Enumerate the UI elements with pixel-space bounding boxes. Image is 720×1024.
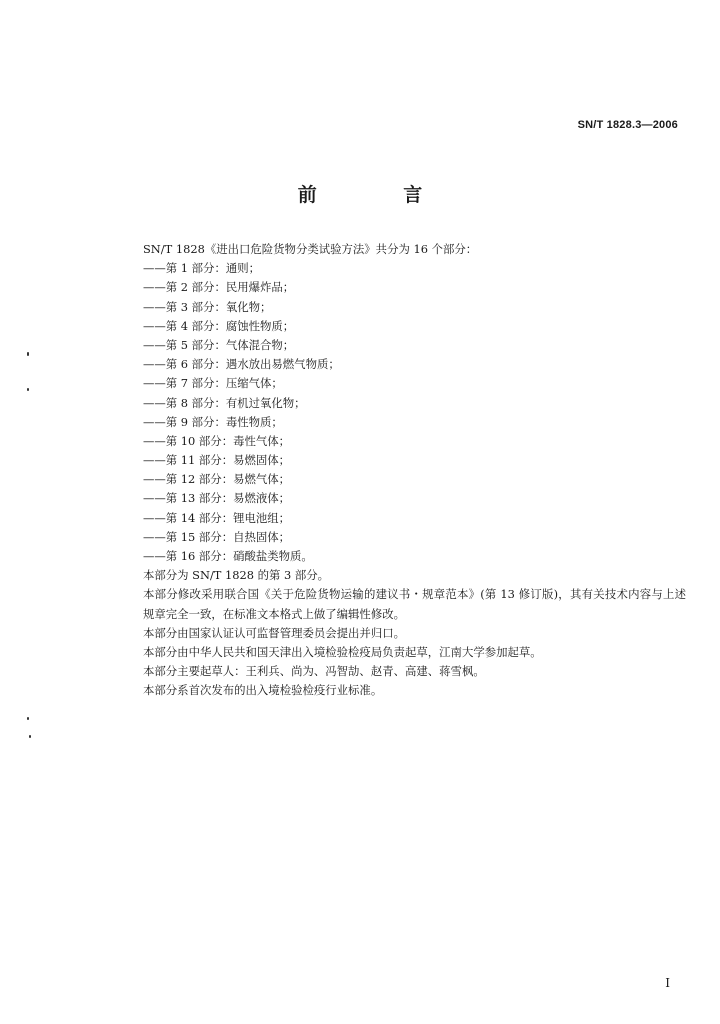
paragraph-part-statement: 本部分为 SN/T 1828 的第 3 部分。: [143, 568, 330, 583]
scan-speck: [29, 735, 31, 738]
paragraph-drafters: 本部分主要起草人：王利兵、尚为、冯智劼、赵青、高建、蒋雪枫。: [143, 664, 485, 679]
list-item: ——第 15 部分：自热固体；: [143, 529, 291, 544]
paragraph-proposer: 本部分由国家认证认可监督管理委员会提出并归口。: [143, 625, 405, 640]
list-item: ——第 11 部分：易燃固体；: [143, 453, 291, 468]
list-item: ——第 12 部分：易燃气体；: [143, 472, 291, 487]
scan-speck: [27, 388, 29, 391]
list-item: ——第 3 部分：氧化物；: [143, 299, 272, 314]
page-number: I: [665, 976, 670, 990]
paragraph-first-release: 本部分系首次发布的出入境检验检疫行业标准。: [143, 683, 383, 698]
parts-list: [118, 259, 686, 566]
list-item: ——第 1 部分：通则；: [143, 261, 261, 276]
paragraph-adoption: 本部分修改采用联合国《关于危险货物运输的建议书・规章范本》(第 13 修订版)，其有关技术内容与上述规章完全一致，在标准文本格式上做了编辑性修改。: [143, 587, 686, 621]
list-item: ——第 9 部分：毒性物质；: [143, 414, 283, 429]
list-item: ——第 6 部分：遇水放出易燃气物质；: [143, 357, 340, 372]
list-item: ——第 13 部分：易燃液体；: [143, 491, 291, 506]
list-item: ——第 14 部分：锂电池组；: [143, 510, 291, 525]
list-item: ——第 10 部分：毒性气体；: [143, 433, 291, 448]
scan-speck: [27, 352, 29, 356]
intro-line: SN/T 1828《进出口危险货物分类试验方法》共分为 16 个部分：: [143, 242, 478, 256]
list-item: ——第 16 部分：硝酸盐类物质。: [143, 549, 313, 563]
list-item: ——第 2 部分：民用爆炸品；: [143, 280, 295, 295]
scan-speck: [27, 717, 29, 720]
page-title: 前 言: [297, 184, 463, 206]
standard-code: SN/T 1828.3—2006: [577, 119, 678, 131]
list-item: ——第 4 部分：腐蚀性物质；: [143, 318, 295, 333]
list-item: ——第 5 部分：气体混合物；: [143, 337, 295, 352]
list-item: ——第 8 部分：有机过氧化物；: [143, 395, 306, 410]
list-item: ——第 7 部分：压缩气体；: [143, 376, 283, 391]
foreword-body: [118, 240, 686, 701]
paragraph-drafting-units: 本部分由中华人民共和国天津出入境检验检疫局负责起草，江南大学参加起草。: [143, 644, 542, 659]
